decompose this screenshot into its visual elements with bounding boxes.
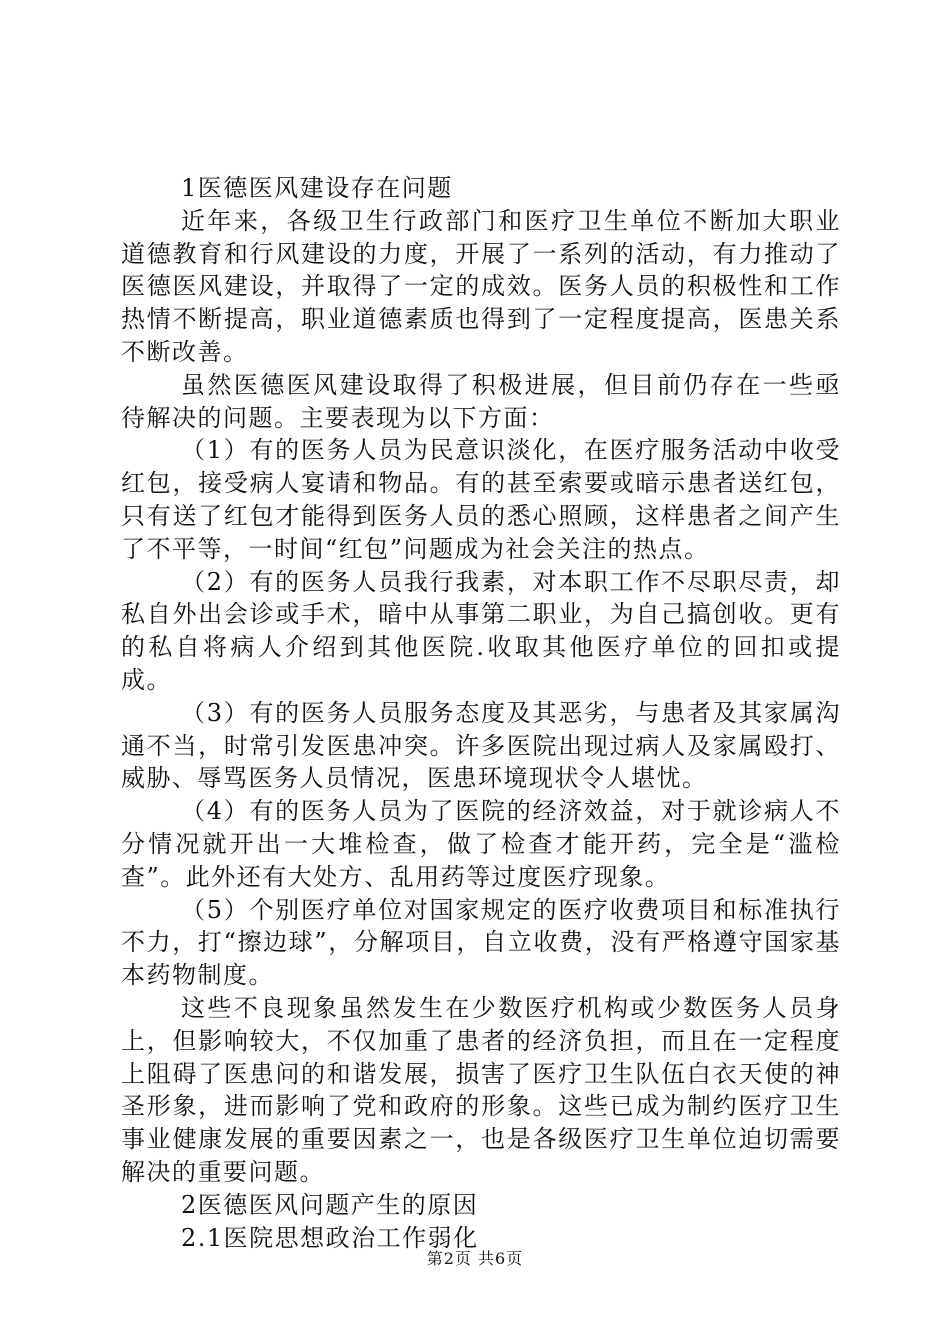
body-paragraph: 这些不良现象虽然发生在少数医疗机构或少数医务人员身上，但影响较大，不仅加重了患者的经济负担，而且在一定程度上阻碍了医患问的和谐发展，损害了医疗卫生队伍白衣天使的神圣形象，进而影响了党和政府的形象。这些已成为制约医疗卫生事业健康发展的重要因素之一，也是各级医疗卫生单位迫切需要解决的重要问题。 <box>121 993 841 1186</box>
list-item-paragraph: （1）有的医务人员为民意识淡化，在医疗服务活动中收受红包，接受病人宴请和物品。有的甚至索要或暗示患者送红包，只有送了红包才能得到医务人员的悉心照顾，这样患者之间产生了不平等，一时间“红包”问题成为社会关注的热点。 <box>121 436 841 563</box>
page-number-footer: 第2页 共6页 <box>426 1249 524 1268</box>
list-item-paragraph: （2）有的医务人员我行我素，对本职工作不尽职尽责，却私自外出会诊或手术，暗中从事第二职业，为自己搞创收。更有的私自将病人介绍到其他医院.收取其他医疗单位的回扣或提成。 <box>121 567 841 694</box>
section-heading-1: 1医德医风建设存在问题 <box>181 174 453 202</box>
list-item-paragraph: （4）有的医务人员为了医院的经济效益，对于就诊病人不分情况就开出一大堆检查，做了检查才能开药，完全是“滥检查”。此外还有大处方、乱用药等过度医疗现象。 <box>121 797 841 891</box>
subsection-heading: 2.1医院思想政治工作弱化 <box>181 1223 479 1252</box>
list-item-paragraph: （3）有的医务人员服务态度及其恶劣，与患者及其家属沟通不当，时常引发医患冲突。许多医院出现过病人及家属殴打、威胁、辱骂医务人员情况，医患环境现状令人堪忧。 <box>121 698 841 793</box>
section-heading-2: 2医德医风问题产生的原因 <box>181 1190 479 1219</box>
body-paragraph: 虽然医德医风建设取得了积极进展，但目前仍存在一些亟待解决的问题。主要表现为以下方面： <box>121 370 841 432</box>
list-item-paragraph: （5）个别医疗单位对国家规定的医疗收费项目和标准执行不力，打“擦边球”，分解项目，自立收费，没有严格遵守国家基本药物制度。 <box>121 895 841 990</box>
body-paragraph: 近年来，各级卫生行政部门和医疗卫生单位不断加大职业道德教育和行风建设的力度，开展了一系列的活动，有力推动了医德医风建设，并取得了一定的成效。医务人员的积极性和工作热情不断提高，职业道德素质也得到了一定程度提高，医患关系不断改善。 <box>121 206 841 366</box>
document-body <box>121 172 841 1254</box>
